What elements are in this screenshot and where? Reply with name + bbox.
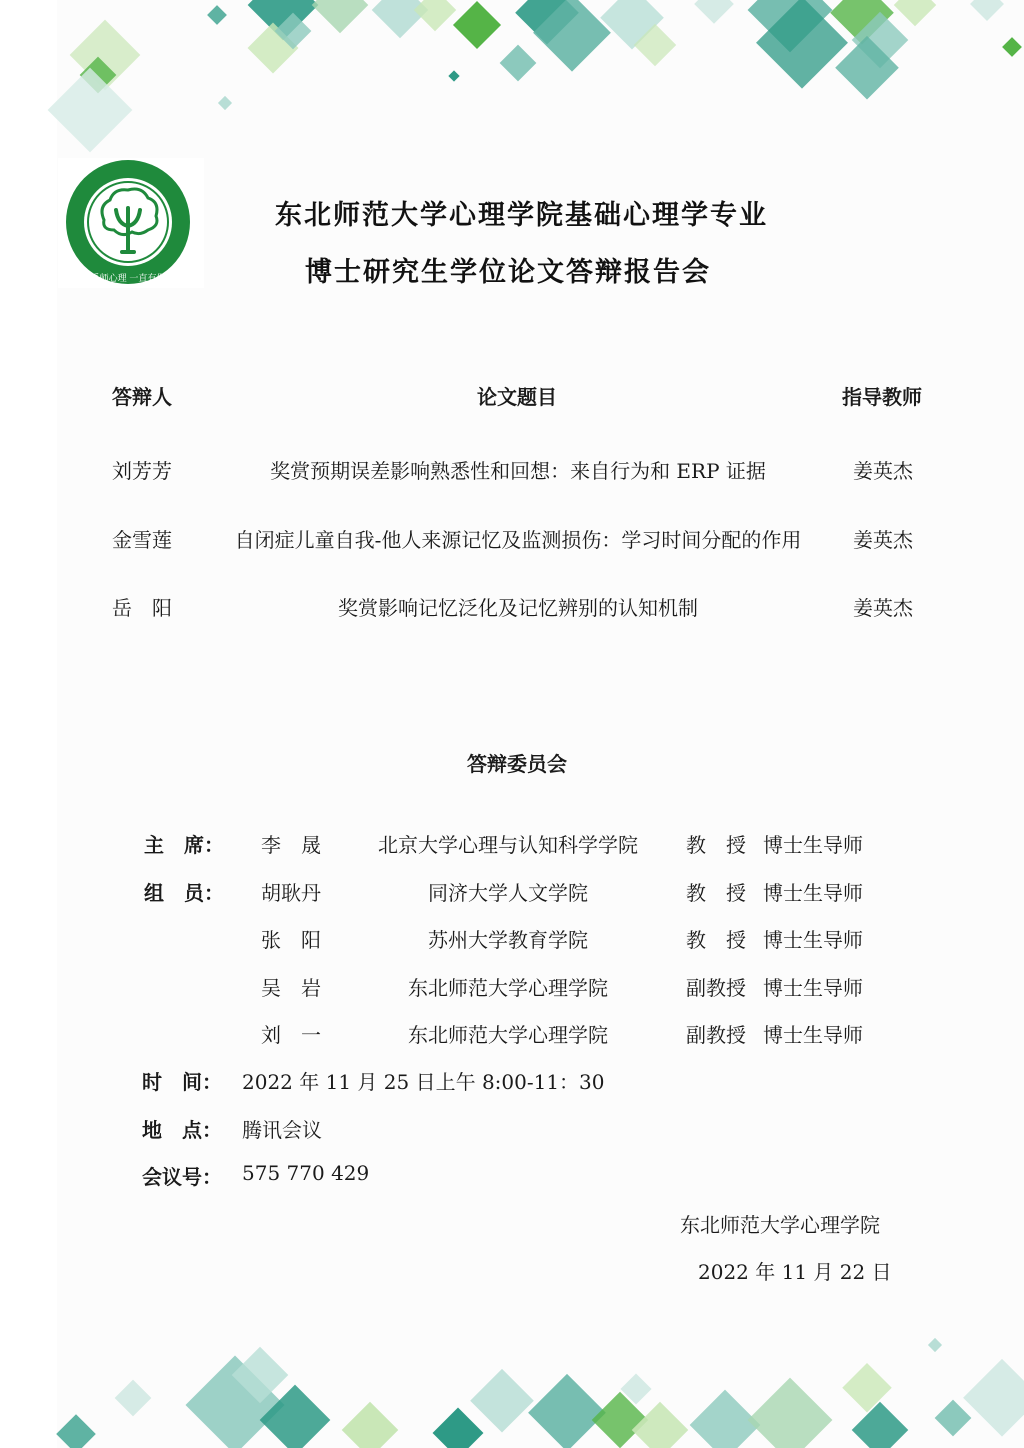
member-role: 博士生导师 bbox=[763, 928, 863, 952]
defender-name: 金雪莲 bbox=[112, 528, 172, 552]
thesis-topic: 奖赏影响记忆泛化及记忆辨别的认知机制 bbox=[338, 596, 698, 620]
header-defender: 答辩人 bbox=[112, 385, 172, 409]
member-org: 同济大学人文学院 bbox=[428, 881, 588, 905]
member-title: 教 授 bbox=[686, 881, 746, 905]
chair-label: 主 席： bbox=[144, 833, 224, 857]
advisor-name: 姜英杰 bbox=[853, 528, 913, 552]
seal-bottom-text: 系师心理 一直有你 bbox=[90, 274, 166, 284]
member-name: 刘 一 bbox=[261, 1023, 321, 1047]
thesis-topic: 自闭症儿童自我-他人来源记忆及监测损伤：学习时间分配的作用 bbox=[234, 528, 802, 552]
page-title-line1: 东北师范大学心理学院基础心理学专业 bbox=[275, 200, 768, 231]
defender-name: 岳 阳 bbox=[112, 596, 172, 620]
meeting-id-value: 575 770 429 bbox=[242, 1161, 370, 1185]
member-role: 博士生导师 bbox=[763, 976, 863, 1000]
member-name: 张 阳 bbox=[261, 928, 321, 952]
member-org: 北京大学心理与认知科学学院 bbox=[378, 833, 638, 857]
advisor-name: 姜英杰 bbox=[853, 459, 913, 483]
member-title: 教 授 bbox=[686, 833, 746, 857]
member-name: 胡耿丹 bbox=[261, 881, 321, 905]
member-title: 副教授 bbox=[686, 1023, 746, 1047]
member-role: 博士生导师 bbox=[763, 833, 863, 857]
issuer-org: 东北师范大学心理学院 bbox=[680, 1213, 880, 1237]
page-title-line2: 博士研究生学位论文答辩报告会 bbox=[305, 257, 711, 288]
member-name: 李 晟 bbox=[261, 833, 321, 857]
member-name: 吴 岩 bbox=[261, 976, 321, 1000]
place-value: 腾讯会议 bbox=[242, 1118, 322, 1142]
member-title: 副教授 bbox=[686, 976, 746, 1000]
thesis-topic: 奖赏预期误差影响熟悉性和回想：来自行为和 ERP 证据 bbox=[270, 459, 766, 483]
member-org: 东北师范大学心理学院 bbox=[408, 1023, 608, 1047]
committee-heading: 答辩委员会 bbox=[467, 752, 567, 776]
time-label: 时 间： bbox=[142, 1070, 222, 1094]
place-label: 地 点： bbox=[142, 1118, 222, 1142]
time-value: 2022 年 11 月 25 日上午 8:00-11：30 bbox=[242, 1070, 605, 1094]
members-label: 组 员： bbox=[144, 881, 224, 905]
issue-date: 2022 年 11 月 22 日 bbox=[698, 1260, 892, 1284]
member-org: 东北师范大学心理学院 bbox=[408, 976, 608, 1000]
member-role: 博士生导师 bbox=[763, 881, 863, 905]
defender-name: 刘芳芳 bbox=[112, 459, 172, 483]
meeting-id-label: 会议号： bbox=[142, 1165, 222, 1189]
member-org: 苏州大学教育学院 bbox=[428, 928, 588, 952]
header-advisor: 指导教师 bbox=[842, 385, 922, 409]
header-topic: 论文题目 bbox=[477, 385, 557, 409]
advisor-name: 姜英杰 bbox=[853, 596, 913, 620]
member-role: 博士生导师 bbox=[763, 1023, 863, 1047]
member-title: 教 授 bbox=[686, 928, 746, 952]
